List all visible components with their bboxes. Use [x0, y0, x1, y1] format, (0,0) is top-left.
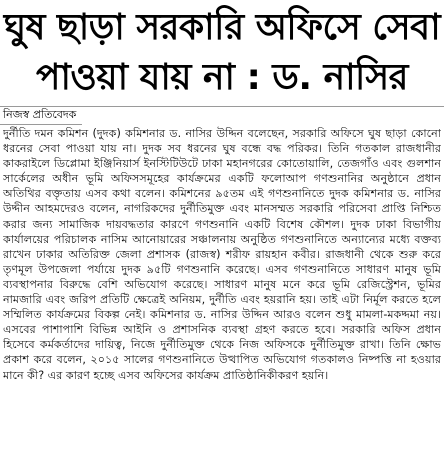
- article-paragraph: দুর্নীতি দমন কমিশন (দুদক) কমিশনার ড. নাসির উদ্দিন বলেছেন, সরকারি অফিসে ঘুষ ছাড়া কোনো ধরনের সেবা পাওয়া যায় না। দুদক সব ধরনের ঘুষ বন্ধে বদ্ধ পরিকর। তিনি গতকাল রাজধানীর কাকরাইলে ডিপ্লোমা ইঞ্জিনিয়ার্স ইনস্টিটিউটে ঢাকা মহানগরের কোতোয়ালি, তেজগাঁও এবং গুলশান সার্কেলের অধীন ভূমি অফিসসমূহের কার্যক্রমের একটি ফলোআপ গণশুনানির অনুষ্ঠানে প্রধান অতিথির বক্তৃতায় এসব কথা বলেন। কমিশনের ৯৫তম এই গণশুনানিতে দুদক কমিশনার ড. নাসির উদ্দীন আহমদেরও বলেন, নাগরিকদের দুর্নীতিমুক্ত এবং মানসম্মত সরকারি পরিসেবা প্রাপ্তি নিশ্চিত করার জন্য সামাজিক দায়বদ্ধতার কারণে গণশুনানি একটি বিশেষ কৌশল। দুদক ঢাকা বিভাগীয় কার্যালয়ের পরিচালক নাসিম আনোয়ারের সঞ্চালনায় অনুষ্ঠিত গণশুনানিতে অন্যান্যের মধ্যে বক্তব্য রাখেন ঢাকার অতিরিক্ত জেলা প্রশাসক (রাজস্ব) শরীফ রায়হান কবীর। রাজধানী থেকে শুরু করে তৃণমূল উপজেলা পর্যায়ে দুদক ৯৫টি গণশুনানি করেছে। এসব গণশুনানিতে সাধারণ মানুষ ভূমি ব্যবস্থাপনার বিরুদ্ধে বেশি অভিযোগ করেছে। সাধারণ মানুষ মনে করে ভূমি রেজিস্ট্রেশন, ভূমির নামজারি এবং জরিপ প্রতিটি ক্ষেত্রেই অনিয়ম, দুর্নীতি এবং হয়রানি হয়। তাই এটা নির্মূল করতে হলে সম্মিলিত কার্যক্রমের বিকল্প নেই। কমিশনার ড. নাসির উদ্দিন আরও বলেন শুধু মামলা-মকদ্দমা নয়। এসবের পাশাপাশি বিভিন্ন আইনি ও প্রশাসনিক ব্যবস্থা গ্রহণ করতে হবে। সরকারি অফিস প্রধান হিসেবে কর্মকর্তাদের দায়িত্ব, নিজে দুর্নীতিমুক্ত থেকে নিজ অফিসকে দুর্নীতিমুক্ত রাখা। তিনি ক্ষোভ প্রকাশ করে বলেন, ২০১৫ সালের গণশুনানিতে উত্থাপিত অভিযোগ গতকালও নিষ্পত্তি না হওয়ার মানে কী? এর কারণ হচ্ছে এসব অফিসের কার্যক্রম প্রাতিষ্ঠানিকীকরণ হয়নি।: [3, 127, 441, 382]
- article-body: [3, 126, 441, 464]
- headline-line-1: ঘুষ ছাড়া সরকারি অফিসে সেবা: [3, 7, 441, 48]
- byline-underline: [0, 124, 82, 125]
- byline: নিজস্ব প্রতিবেদক: [3, 108, 77, 121]
- headline-line-2: পাওয়া যায় না : ড. নাসির: [36, 57, 408, 98]
